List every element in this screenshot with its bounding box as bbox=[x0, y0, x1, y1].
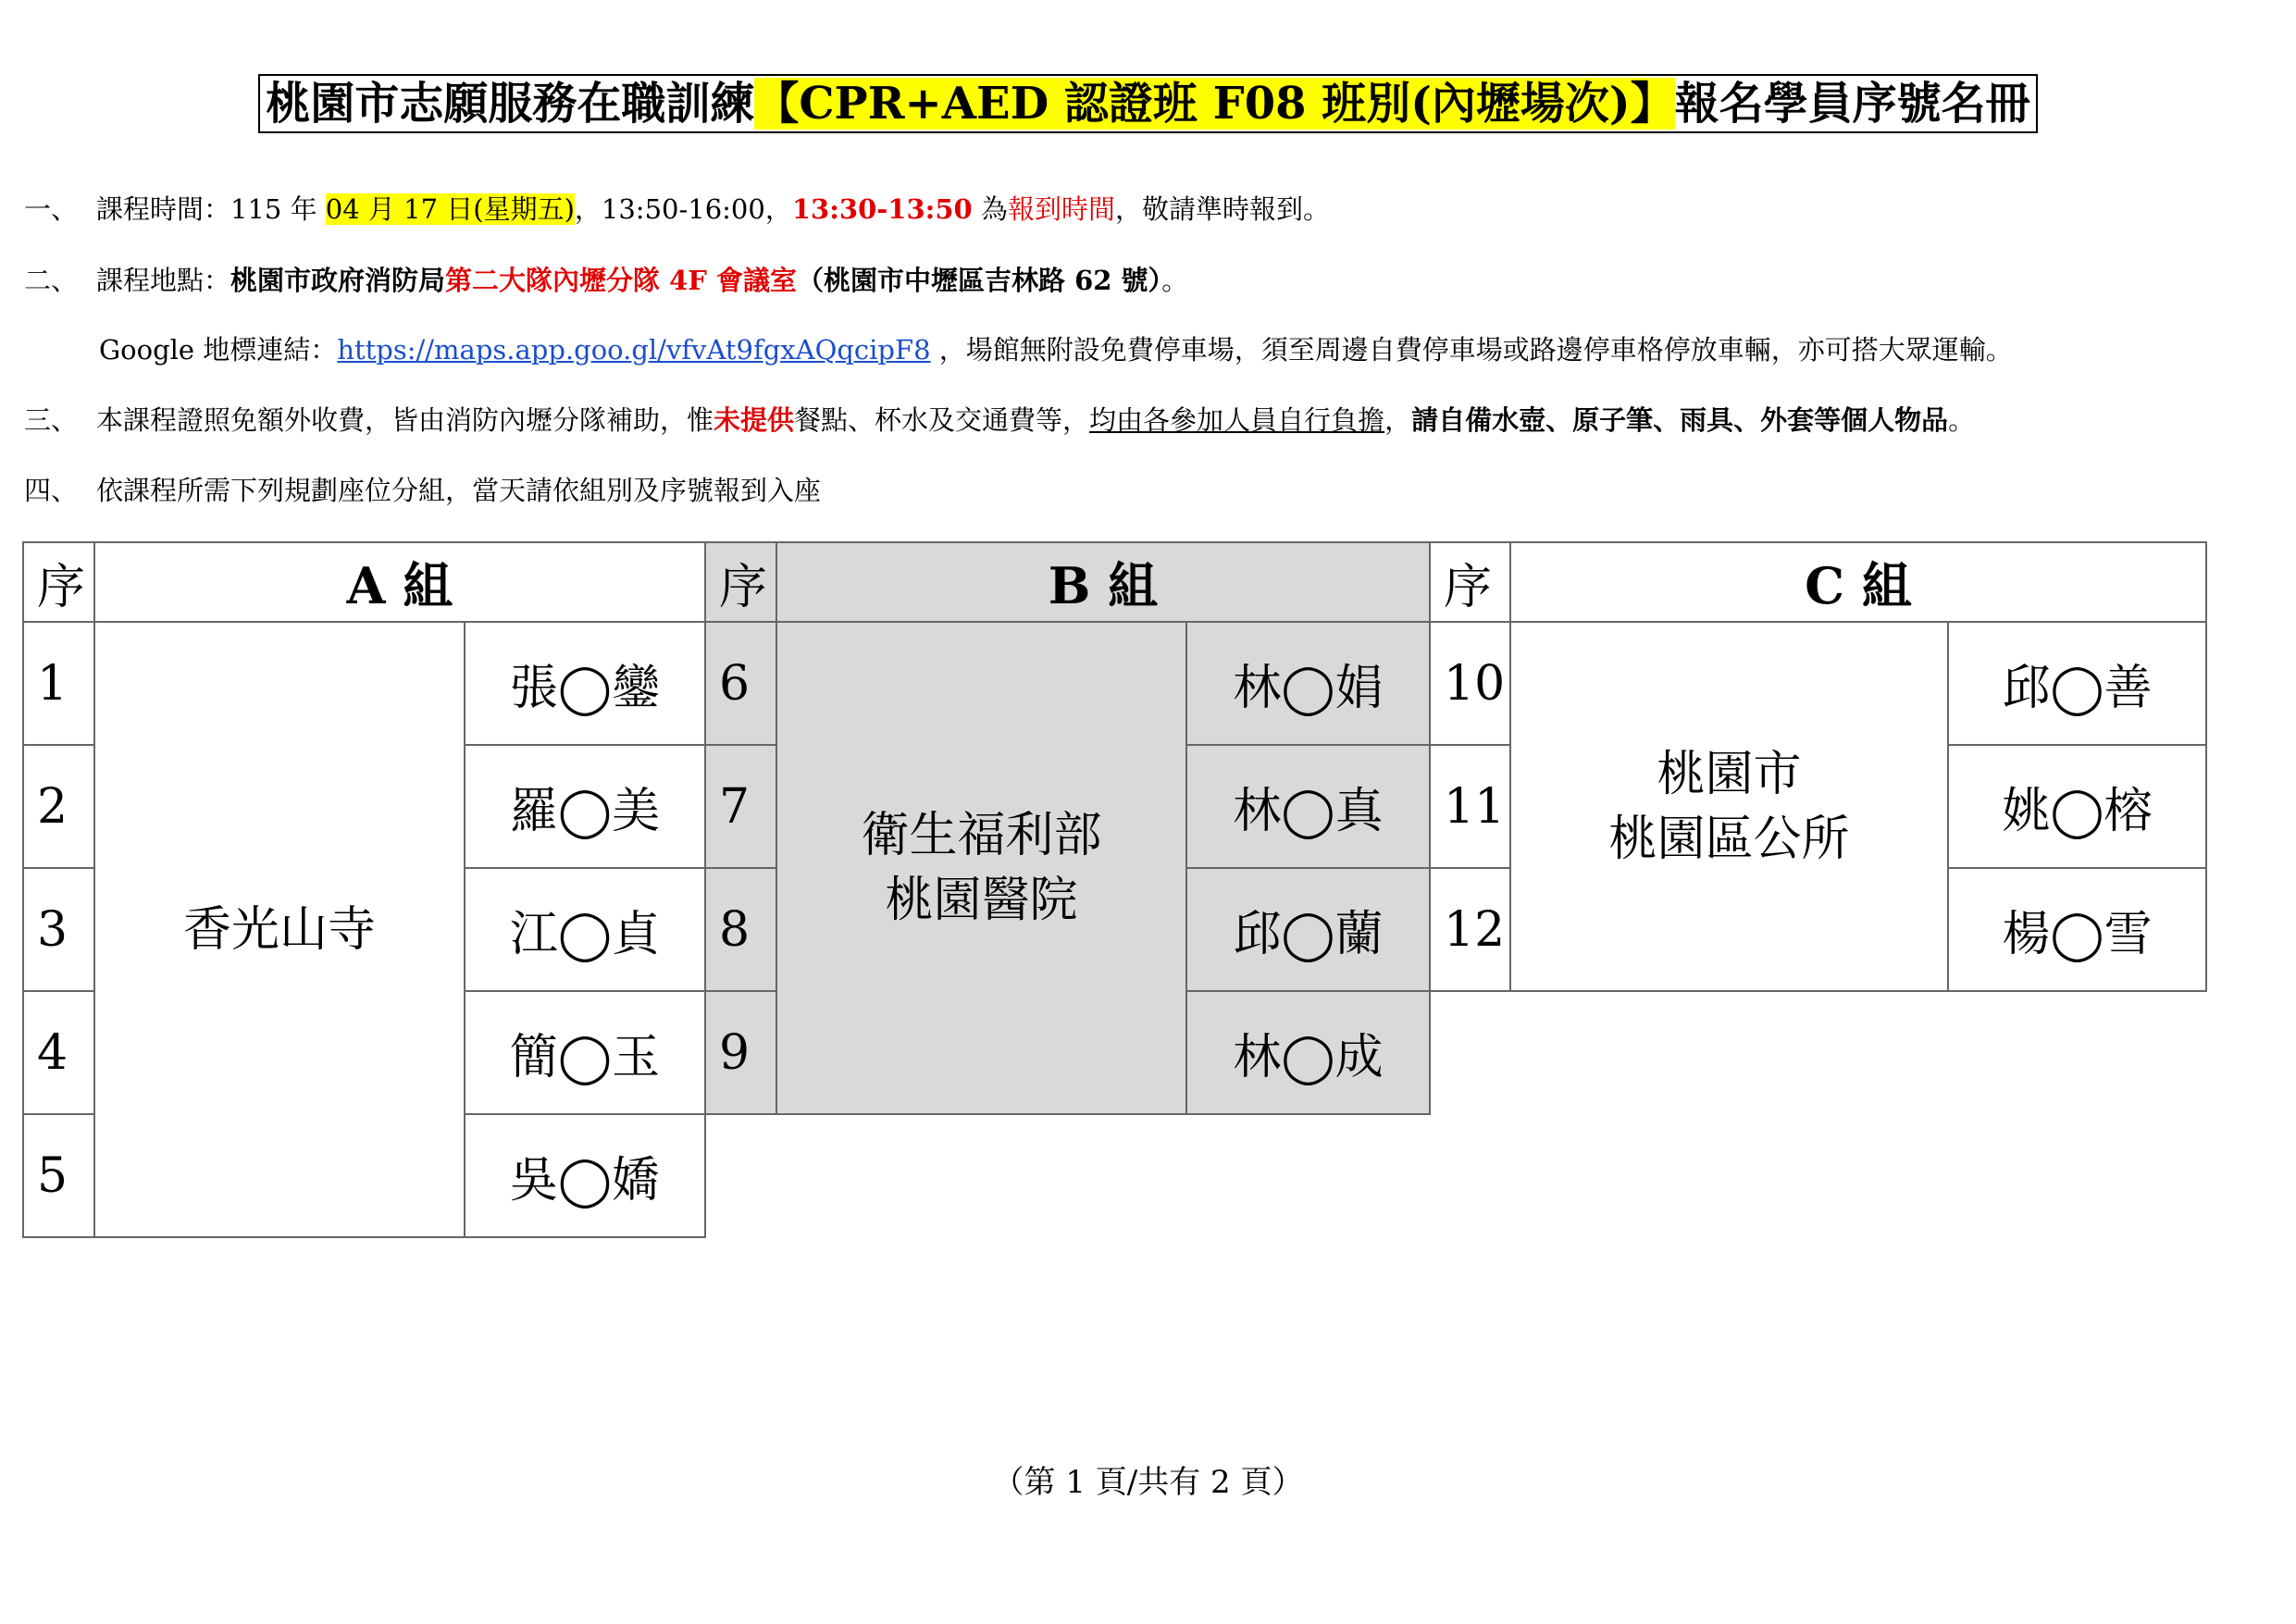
course-date: 04 月 17 日(星期五) bbox=[325, 193, 575, 225]
group-b-unit bbox=[776, 622, 1186, 1114]
page-footer: （第 1 頁/共有 2 頁） bbox=[992, 1464, 1304, 1501]
seq-cell: 5 bbox=[23, 1114, 94, 1237]
location-name: 桃園市政府消防局 bbox=[230, 265, 446, 296]
item-course-location bbox=[24, 262, 1188, 299]
title-wrap bbox=[0, 74, 2296, 133]
location-address: （桃園市中壢區吉林路 62 號） bbox=[797, 265, 1162, 296]
item-google-map bbox=[99, 331, 2013, 368]
self-pay-notice: 均由各參加人員自行負擔 bbox=[1089, 404, 1385, 436]
seq-cell: 6 bbox=[705, 622, 776, 745]
group-c-header: C 組 bbox=[1510, 542, 2206, 622]
member-name: 邱◯蘭 bbox=[1186, 868, 1430, 991]
member-name: 林◯成 bbox=[1186, 991, 1430, 1114]
unit-line: 桃園醫院 bbox=[885, 873, 1078, 928]
empty-cell bbox=[705, 1114, 2206, 1237]
item-number: 四、 bbox=[24, 475, 79, 506]
seq-cell: 11 bbox=[1430, 745, 1510, 868]
item-seating bbox=[24, 472, 821, 509]
title-highlight: 【CPR+AED 認證班 F08 班別(內壢場次)】 bbox=[754, 78, 1675, 130]
item-course-time bbox=[24, 191, 1330, 228]
seq-cell: 8 bbox=[705, 868, 776, 991]
text: 餐點、杯水及交通費等， bbox=[794, 404, 1090, 436]
member-name: 林◯真 bbox=[1186, 745, 1430, 868]
text: 。 bbox=[1948, 404, 1976, 436]
text: 課程時間：115 年 bbox=[96, 193, 326, 225]
seq-header: 序 bbox=[23, 542, 94, 622]
table-header-row bbox=[23, 542, 2206, 622]
text: Google 地標連結： bbox=[99, 334, 338, 366]
not-provided: 未提供 bbox=[714, 404, 795, 436]
text: 依課程所需下列規劃座位分組，當天請依組別及序號報到入座 bbox=[96, 475, 822, 506]
group-c-unit bbox=[1510, 622, 1948, 991]
group-a-header: A 組 bbox=[94, 542, 705, 622]
text: ，敬請準時報到。 bbox=[1114, 193, 1330, 225]
member-name: 羅◯美 bbox=[465, 745, 705, 868]
text: ，場館無附設免費停車場，須至周邊自費停車場或路邊停車格停放車輛，亦可搭大眾運輸。 bbox=[930, 334, 2013, 366]
unit-line: 桃園區公所 bbox=[1608, 811, 1850, 867]
member-name: 吳◯嬌 bbox=[465, 1114, 705, 1237]
title-part2: 報名學員序號名冊 bbox=[1674, 78, 2030, 130]
seq-cell: 2 bbox=[23, 745, 94, 868]
group-b-header: B 組 bbox=[776, 542, 1430, 622]
text: ，13:50-16:00， bbox=[574, 193, 792, 225]
seating-table bbox=[22, 541, 2207, 1238]
member-name: 林◯娟 bbox=[1186, 622, 1430, 745]
bring-items-notice: 請自備水壺、原子筆、雨具、外套等個人物品 bbox=[1411, 404, 1949, 436]
seq-cell: 1 bbox=[23, 622, 94, 745]
member-name: 簡◯玉 bbox=[465, 991, 705, 1114]
text: 課程地點： bbox=[96, 265, 231, 296]
unit-line: 桃園市 bbox=[1657, 746, 1802, 802]
google-map-link[interactable]: https://maps.app.goo.gl/vfvAt9fgxAQqcipF8 bbox=[337, 334, 931, 366]
title-part1: 桃園市志願服務在職訓練 bbox=[266, 78, 755, 130]
seq-cell: 10 bbox=[1430, 622, 1510, 745]
item-number: 一、 bbox=[24, 193, 79, 225]
seq-cell: 4 bbox=[23, 991, 94, 1114]
item-number: 二、 bbox=[24, 265, 79, 296]
seq-header: 序 bbox=[1430, 542, 1510, 622]
member-name: 江◯貞 bbox=[465, 868, 705, 991]
item-number: 三、 bbox=[24, 404, 79, 436]
text: 為 bbox=[972, 193, 1008, 225]
group-a-unit bbox=[94, 622, 465, 1237]
member-name: 張◯鑾 bbox=[465, 622, 705, 745]
empty-cell bbox=[1430, 991, 2206, 1114]
unit-line: 香光山寺 bbox=[182, 901, 376, 958]
member-name: 姚◯榕 bbox=[1948, 745, 2206, 868]
seq-cell: 12 bbox=[1430, 868, 1510, 991]
seq-header: 序 bbox=[705, 542, 776, 622]
text: 本課程證照免額外收費，皆由消防內壢分隊補助，惟 bbox=[96, 404, 714, 436]
checkin-time: 13:30-13:50 bbox=[791, 193, 973, 225]
table-row bbox=[23, 622, 2206, 745]
member-name: 邱◯善 bbox=[1948, 622, 2206, 745]
seq-cell: 3 bbox=[23, 868, 94, 991]
document-title bbox=[258, 74, 2037, 133]
unit-line: 衛生福利部 bbox=[861, 808, 1102, 863]
text: 。 bbox=[1161, 265, 1189, 296]
location-room: 第二大隊內壢分隊 4F 會議室 bbox=[445, 265, 797, 296]
member-name: 楊◯雪 bbox=[1948, 868, 2206, 991]
seq-cell: 7 bbox=[705, 745, 776, 868]
text: ， bbox=[1384, 404, 1412, 436]
checkin-label: 報到時間 bbox=[1007, 193, 1115, 225]
seq-cell: 9 bbox=[705, 991, 776, 1114]
item-fee-notice bbox=[24, 402, 1975, 439]
